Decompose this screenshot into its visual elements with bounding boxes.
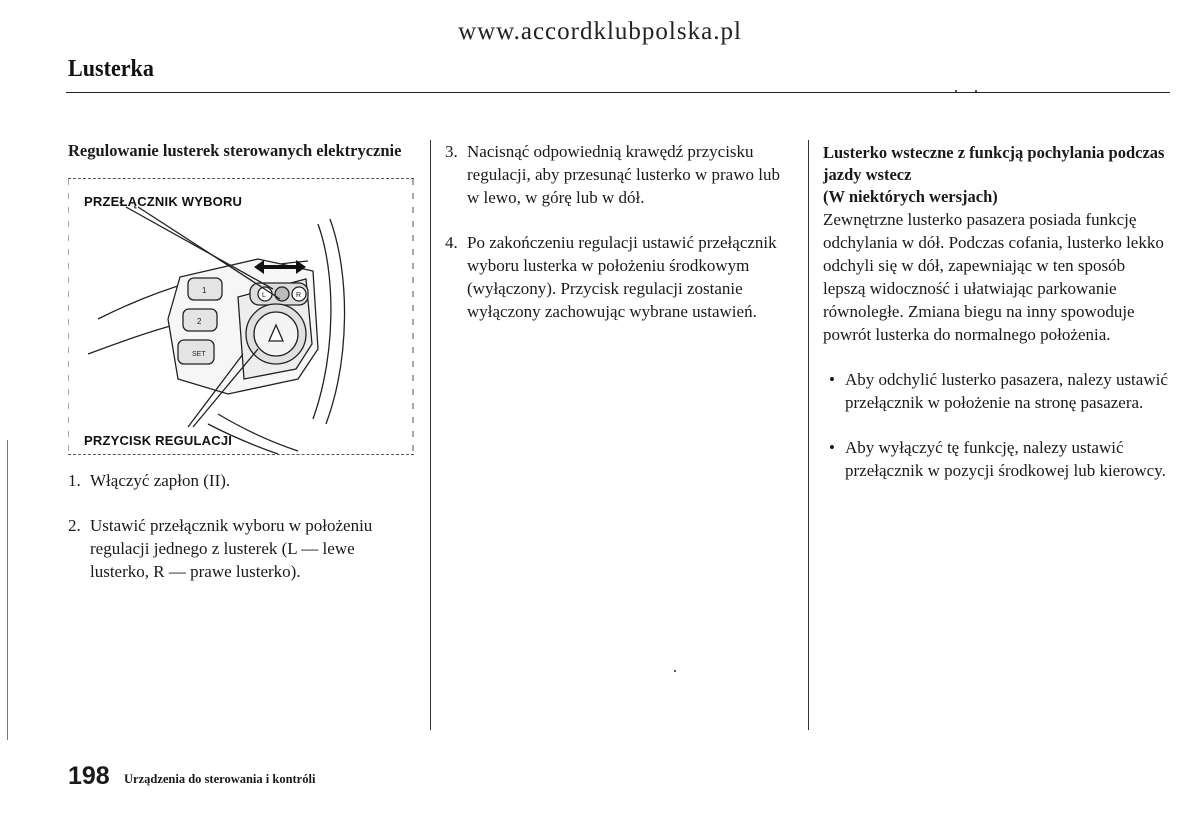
scan-dot: [955, 90, 957, 92]
steps-list-middle: [445, 140, 795, 323]
step-item: [68, 469, 413, 492]
step-text: Ustawić przełącznik wyboru w położeniu regulacji jednego z lusterek (L — lewe lusterko, R — prawe lusterko).: [90, 516, 373, 581]
reverse-tilt-paragraph: Zewnętrzne lusterko pasazera posiada funkcję odchylania w dół. Podczas cofania, lusterko lekko odchyli się w dół, zapewniając w ten sposób lepszą widoczność i ułatwiając parkowanie równoległe. Zmiana biegu na inny spowoduje powrót lusterka do normalnego położenia.: [823, 210, 1164, 344]
bullet-item: • Aby odchylić lusterko pasazera, nalezy ustawić przełącznik w położenie na stronę pasazera.: [823, 368, 1168, 414]
selector-switch-label: PRZEŁĄCZNIK WYBORU: [84, 194, 243, 209]
bullet-item: • Aby wyłączyć tę funkcję, nalezy ustawić przełącznik w pozycji środkowej lub kierowcy.: [823, 436, 1168, 482]
column-right: [823, 142, 1168, 504]
chapter-label: Urządzenia do sterowania i kontróli: [124, 772, 316, 786]
step-number: 2.: [68, 516, 81, 535]
switch-right-label: R: [296, 292, 302, 299]
memory-button-2-label: 2: [197, 317, 202, 326]
reverse-tilt-heading: Lusterko wsteczne z funkcją pochylania podczas jazdy wstecz: [823, 143, 1165, 184]
step-text: Nacisnąć odpowiednią krawędź przycisku regulacji, aby przesunąć lusterko w prawo lub w lewo, w górę lub w dół.: [467, 142, 780, 207]
mirror-control-figure: [68, 178, 414, 455]
mirror-adjust-heading: Regulowanie lusterek sterowanych elektrycznie: [68, 141, 402, 160]
step-number: 4.: [445, 233, 458, 252]
scan-dot: [975, 90, 977, 92]
step-number: 1.: [68, 471, 81, 490]
step-number: 3.: [445, 142, 458, 161]
reverse-tilt-version-note: (W niektórych wersjach): [823, 187, 998, 206]
reverse-tilt-bullets: [823, 368, 1168, 482]
site-url: www.accordklubpolska.pl: [458, 18, 742, 45]
memory-button-1-label: 1: [202, 286, 207, 295]
step-item: [445, 140, 795, 209]
step-text: Po zakończeniu regulacji ustawić przełącznik wyboru lusterka w położeniu środkowym (wyłączony). Przycisk regulacji zostanie wyłączony zachowując wybrane ustawień.: [467, 233, 777, 321]
header-rule: [66, 92, 1170, 93]
set-button-label: SET: [192, 351, 206, 358]
steps-list-left: [68, 469, 413, 583]
column-divider-1: [430, 140, 431, 730]
switch-left-label: L: [262, 292, 266, 299]
column-middle: [445, 140, 795, 345]
scan-edge-mark: [7, 440, 8, 740]
step-item: [445, 231, 795, 323]
section-title: Lusterka: [68, 56, 154, 82]
column-left: [68, 140, 413, 605]
column-divider-2: [808, 140, 809, 730]
scan-dot: [674, 670, 676, 672]
adjust-button-label: PRZYCISK REGULACJI: [84, 433, 233, 448]
step-text: Włączyć zapłon (II).: [90, 471, 231, 490]
step-item: [68, 514, 413, 583]
mirror-control-illustration: [68, 179, 414, 454]
page-number: 198: [68, 762, 110, 790]
